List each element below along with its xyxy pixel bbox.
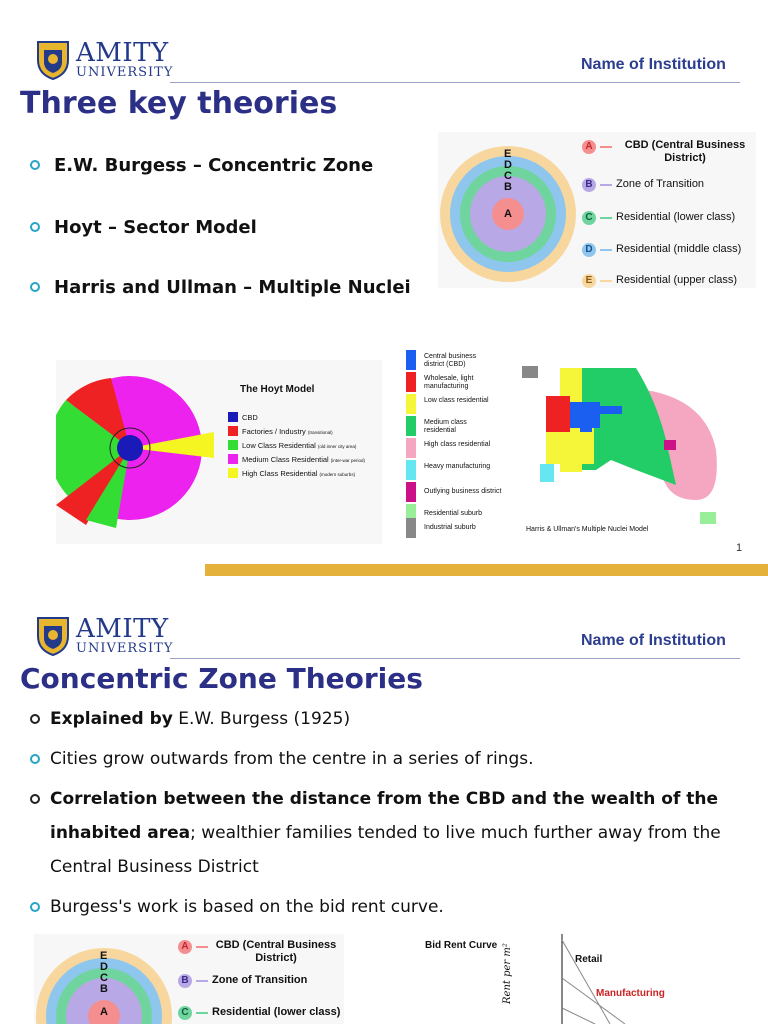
harris-map bbox=[516, 360, 730, 530]
ring-letter-b: B bbox=[504, 181, 512, 193]
ring-letter-a: A bbox=[100, 1006, 108, 1018]
harris-caption: Harris & Ullman's Multiple Nuclei Model bbox=[526, 526, 649, 533]
legend-label: Heavy manufacturing bbox=[424, 463, 491, 470]
legend-label: Outlying business district bbox=[424, 488, 502, 495]
shield-icon bbox=[36, 40, 70, 80]
legend-label: Central business district (CBD) bbox=[424, 353, 477, 368]
legend-swatch bbox=[406, 438, 416, 458]
bullet-bold: Explained by bbox=[50, 709, 173, 729]
legend-label: Factories / Industry (transitional) bbox=[242, 427, 333, 436]
legend-note: (transitional) bbox=[307, 430, 333, 435]
legend-label: Wholesale, light manufacturing bbox=[424, 375, 474, 390]
slide-title: Concentric Zone Theories bbox=[20, 662, 423, 695]
ring-letter-d: D bbox=[504, 159, 512, 171]
legend-swatch bbox=[406, 394, 416, 414]
legend-swatch bbox=[228, 454, 238, 464]
bullet-marker bbox=[30, 794, 40, 804]
hoyt-diagram bbox=[56, 360, 382, 544]
legend-note: (modern suburbs) bbox=[319, 472, 356, 477]
bullet-marker bbox=[30, 160, 40, 170]
harris-ullman-diagram bbox=[406, 350, 730, 540]
legend-line bbox=[600, 146, 612, 148]
institution-name: Name of Institution bbox=[581, 56, 726, 73]
logo-subtitle: UNIVERSITY bbox=[76, 65, 174, 80]
slide-title: Three key theories bbox=[20, 86, 338, 121]
bullet-marker bbox=[30, 714, 40, 724]
header-divider bbox=[170, 82, 740, 83]
curve-label-retail: Retail bbox=[575, 954, 603, 965]
ring-letter-b: B bbox=[100, 983, 108, 995]
legend-label: Medium Class Residential (inter-war period) bbox=[242, 455, 366, 464]
slide-2 bbox=[0, 588, 768, 1024]
legend-badge: C bbox=[582, 211, 596, 225]
legend-swatch bbox=[406, 482, 416, 502]
bullet-item bbox=[30, 150, 430, 180]
bid-rent-title: Bid Rent Curve bbox=[425, 940, 498, 951]
legend-badge: C bbox=[178, 1006, 192, 1020]
bullet-text: Hoyt – Sector Model bbox=[54, 216, 257, 238]
legend-swatch bbox=[406, 518, 416, 538]
legend-label: Residential (middle class) bbox=[616, 243, 742, 255]
amity-logo bbox=[36, 616, 176, 660]
bullet-text: E.W. Burgess (1925) bbox=[172, 709, 351, 729]
bullet-item bbox=[50, 702, 750, 736]
bullet-text: Cities grow outwards from the centre in a series of rings. bbox=[50, 749, 534, 769]
logo-name: AMITY bbox=[76, 38, 169, 68]
legend-swatch bbox=[228, 468, 238, 478]
legend-label: Medium class residential bbox=[424, 419, 467, 434]
institution-name: Name of Institution bbox=[581, 632, 726, 649]
bullet-marker bbox=[30, 282, 40, 292]
bullet-text: Burgess's work is based on the bid rent curve. bbox=[50, 897, 444, 917]
legend-label: Low Class Residential (old inner city area) bbox=[242, 441, 357, 450]
legend-label: High class residential bbox=[424, 441, 491, 448]
bullet-item bbox=[30, 212, 430, 242]
ring-letter-a: A bbox=[504, 208, 512, 220]
amity-logo bbox=[36, 40, 176, 84]
legend-badge: A bbox=[582, 140, 596, 154]
curve-label-manufacturing: Manufacturing bbox=[596, 988, 665, 999]
ring-letter-e: E bbox=[504, 148, 512, 160]
legend-line bbox=[600, 280, 612, 282]
legend-badge: E bbox=[582, 274, 596, 288]
bid-rent-ylabel: Rent per m² bbox=[502, 943, 513, 1004]
legend-label: Residential suburb bbox=[424, 510, 482, 517]
legend-swatch bbox=[406, 460, 416, 480]
legend-note: (inter-war period) bbox=[330, 458, 366, 463]
ring-letter-c: C bbox=[100, 972, 108, 984]
bullet-item bbox=[50, 782, 740, 884]
legend-label: CBD bbox=[242, 413, 258, 422]
page-number: 1 bbox=[736, 542, 743, 554]
ring-letter-e: E bbox=[100, 950, 108, 962]
legend-line bbox=[600, 249, 612, 251]
bid-rent-axes bbox=[410, 934, 750, 1024]
bullet-item bbox=[50, 742, 750, 776]
legend-label: Zone of Transition bbox=[212, 974, 308, 986]
hoyt-sectors bbox=[56, 360, 226, 544]
legend-badge: B bbox=[178, 974, 192, 988]
legend-note: (old inner city area) bbox=[317, 444, 357, 449]
footer-bar bbox=[205, 564, 768, 576]
legend-label: Low class residential bbox=[424, 397, 489, 404]
legend-swatch bbox=[228, 440, 238, 450]
legend-swatch bbox=[406, 372, 416, 392]
legend-line bbox=[196, 980, 208, 982]
bullet-list bbox=[30, 150, 430, 302]
bid-rent-figure bbox=[410, 934, 750, 1024]
bullet-item bbox=[50, 890, 750, 924]
harris-legend bbox=[406, 350, 516, 540]
legend-label: CBD (Central Business District) bbox=[624, 139, 746, 164]
hoyt-title: The Hoyt Model bbox=[240, 384, 315, 395]
bullet-text: ; wealthier families tended to live much further away from the Central Business District bbox=[50, 823, 721, 877]
logo-subtitle: UNIVERSITY bbox=[76, 641, 174, 656]
concentric-rings bbox=[438, 132, 588, 288]
legend-badge: A bbox=[178, 940, 192, 954]
header-divider bbox=[170, 658, 740, 659]
burgess-diagram bbox=[34, 934, 344, 1024]
bullet-text: Harris and Ullman – Multiple Nuclei bbox=[54, 276, 411, 298]
legend-line bbox=[600, 184, 612, 186]
legend-line bbox=[196, 946, 208, 948]
legend-label: Residential (upper class) bbox=[616, 274, 738, 286]
shield-icon bbox=[36, 616, 70, 656]
legend-badge: B bbox=[582, 178, 596, 192]
bullet-marker bbox=[30, 222, 40, 232]
legend-label: Industrial suburb bbox=[424, 524, 476, 531]
bullet-marker bbox=[30, 902, 40, 912]
legend-badge: D bbox=[582, 243, 596, 257]
bullet-bold: Correlation between the distance from the CBD and the wealth of the inhabited area bbox=[50, 789, 719, 843]
legend-swatch bbox=[228, 412, 238, 422]
legend-label: Zone of Transition bbox=[616, 178, 705, 190]
bullet-marker bbox=[30, 754, 40, 764]
burgess-diagram bbox=[438, 132, 756, 288]
logo-name: AMITY bbox=[76, 614, 169, 644]
concentric-rings bbox=[34, 934, 184, 1024]
ring-letter-c: C bbox=[504, 170, 512, 182]
legend-swatch bbox=[406, 350, 416, 370]
legend-label: Residential (lower class) bbox=[616, 211, 736, 223]
bullet-item bbox=[30, 272, 430, 302]
legend-line bbox=[196, 1012, 208, 1014]
legend-label: Residential (lower class) bbox=[212, 1006, 341, 1018]
legend-swatch bbox=[406, 416, 416, 436]
legend-swatch bbox=[228, 426, 238, 436]
legend-label: CBD (Central Business District) bbox=[215, 939, 337, 964]
bullet-text: E.W. Burgess – Concentric Zone bbox=[54, 154, 374, 176]
ring-letter-d: D bbox=[100, 961, 108, 973]
legend-label: High Class Residential (modern suburbs) bbox=[242, 469, 356, 478]
legend-line bbox=[600, 217, 612, 219]
